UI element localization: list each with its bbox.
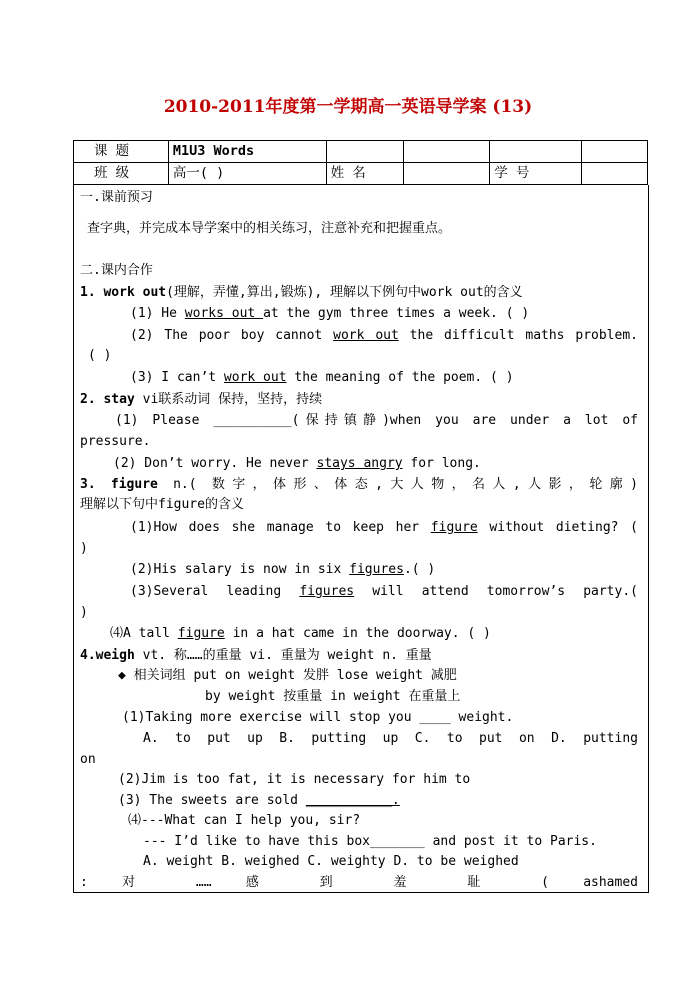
text: without dieting? ( (477, 520, 638, 535)
example-sentence (110, 625, 491, 643)
text: the meaning of the poem. ( ) (286, 370, 514, 385)
example-sentence (113, 455, 481, 473)
word-head: 4.weigh (80, 648, 135, 663)
text: for long. (402, 456, 481, 471)
underlined-phrase: works out (184, 306, 264, 321)
underlined-phrase: work out (333, 328, 399, 343)
related-phrases: ◆ 相关词组 put on weight 发胖 lose weight 减肥 (118, 668, 457, 683)
class-value: 高一( ) (168, 163, 326, 185)
header-row-topic (74, 141, 648, 163)
exercise-question: (2)Jim is too fat, it is necessary for him to (118, 772, 471, 787)
underlined-phrase: figure (430, 520, 478, 535)
name-value (403, 163, 490, 185)
word-entry-figure (80, 476, 638, 494)
section-heading: 一.课前预习 (80, 190, 153, 205)
document-title: 2010-2011年度第一学期高一英语导学案 (13) (163, 97, 533, 117)
sentence-continuation: ) (80, 541, 88, 556)
section-heading: 二.课内合作 (80, 263, 153, 278)
text: (1) Please (115, 413, 214, 428)
text: ⑷A tall (110, 626, 178, 641)
underlined-phrase: figures (299, 584, 355, 599)
word-meaning: (理解，弄懂,算出,锻炼), 理解以下例句中work out的含义 (166, 285, 523, 300)
answer-blank: ( ) (88, 348, 112, 363)
text: (2)His salary is now in six (130, 562, 350, 577)
text: (1)How does she manage to keep her (130, 520, 431, 535)
empty-cell (403, 141, 490, 163)
underlined-phrase: stays angry (316, 456, 403, 471)
text: the difficult maths problem. (398, 328, 638, 343)
word-meaning: vt. 称……的重量 vi. 重量为 weight n. 重量 (134, 648, 432, 663)
text: will attend tomorrow’s party.( (354, 584, 638, 599)
word-head: 1. work out (80, 285, 167, 300)
sentence-continuation: pressure. (80, 434, 151, 449)
answer-options: A. weight B. weighed C. weighty D. to be weighed (143, 854, 519, 869)
instruction-text: 理解以下句中figure的含义 (80, 497, 244, 512)
topic-value: M1U3 Words (168, 141, 326, 163)
student-id-value (582, 163, 648, 185)
word-entry-stay (80, 391, 322, 409)
text: (3) The sweets are sold (118, 793, 306, 808)
text: (3) I can’t (130, 370, 224, 385)
text: (1) He (130, 306, 185, 321)
related-phrases: by weight 按重量 in weight 在重量上 (205, 689, 461, 704)
empty-cell (326, 141, 403, 163)
underlined-phrase: figure (177, 626, 225, 641)
example-sentence (130, 561, 435, 579)
exercise-question (118, 792, 400, 810)
empty-cell (490, 141, 582, 163)
text: (2) Don’t worry. He never (113, 456, 317, 471)
word-head: 2. stay (80, 392, 135, 407)
text: .( ) (403, 562, 436, 577)
example-sentence (130, 305, 529, 323)
text: (保持镇静)when you are under a lot of (291, 413, 639, 428)
text: in a hat came in the doorway. ( ) (224, 626, 491, 641)
instruction-text: 查字典，并完成本导学案中的相关练习，注意补充和把握重点。 (87, 221, 452, 236)
header-table (73, 140, 648, 185)
answer-options: A. to put up B. putting up C. to put on D. putting (143, 731, 638, 746)
name-label: 姓 名 (326, 163, 403, 185)
word-head: 3. figure (80, 477, 158, 492)
option-continuation: on (80, 752, 96, 767)
example-sentence (130, 327, 638, 345)
exercise-question: --- I’d like to have this box_______ and post it to Paris. (143, 834, 597, 849)
example-sentence (130, 369, 514, 387)
underlined-phrase: figures (349, 562, 404, 577)
header-row-class (74, 163, 648, 185)
underlined-phrase: work out (223, 370, 287, 385)
fill-blank: ___________. (305, 793, 400, 808)
exercise-question: ⑷---What can I help you, sir? (128, 813, 361, 828)
word-meaning: n.( 数字，体形、体态,大人物，名人,人影，轮廓) (157, 477, 638, 492)
topic-label: 课 题 (74, 141, 169, 163)
fill-blank: __________ (213, 413, 292, 428)
text: (2) The poor boy cannot (130, 328, 334, 343)
word-meaning: vi联系动词 保持，坚持，持续 (134, 392, 323, 407)
class-label: 班 级 (74, 163, 169, 185)
text: (3)Several leading (130, 584, 300, 599)
text: at the gym three times a week. ( ) (263, 306, 530, 321)
example-sentence (130, 519, 638, 537)
next-entry-fragment: : 对 …… 感 到 羞 耻 ( ashamed (80, 875, 638, 890)
student-id-label: 学 号 (490, 163, 582, 185)
sentence-continuation: ) (80, 605, 88, 620)
word-entry-weigh (80, 647, 432, 665)
example-sentence (115, 412, 638, 430)
word-entry-work-out (80, 284, 523, 302)
empty-cell (582, 141, 648, 163)
example-sentence (130, 583, 638, 601)
exercise-question: (1)Taking more exercise will stop you ____ weight. (122, 710, 514, 725)
